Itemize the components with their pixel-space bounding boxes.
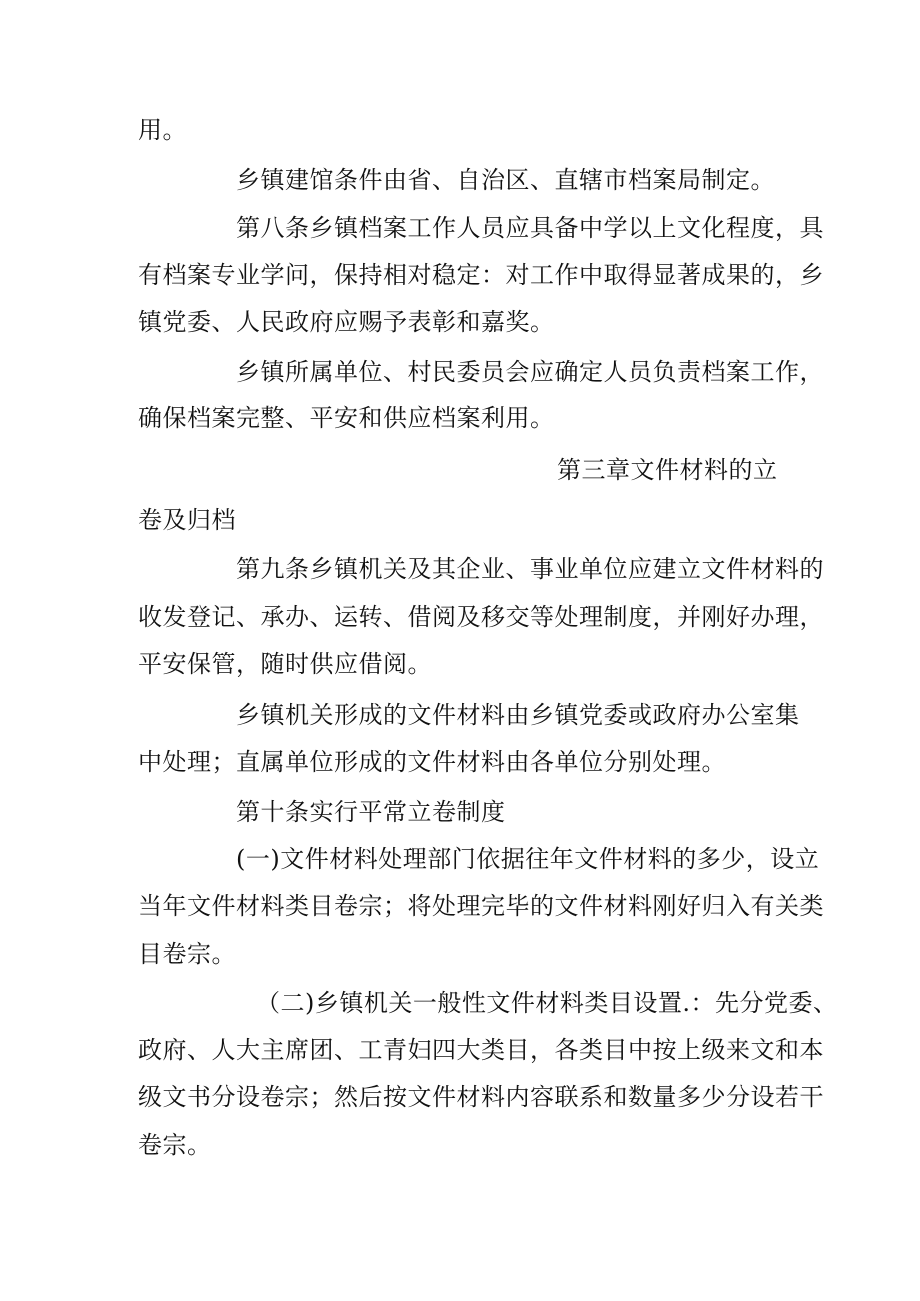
text-line: 目卷宗。	[138, 940, 236, 968]
text-line: 收发登记、承办、运转、借阅及移交等处理制度，并刚好办理，	[138, 603, 824, 631]
chapter-heading: 第三章文件材料的立	[557, 456, 778, 484]
text-line: （二)乡镇机关一般性文件材料类目设置.：先分党委、	[256, 989, 838, 1017]
text-line: 乡镇建馆条件由省、自治区、直辖市档案局制定。	[236, 166, 775, 194]
text-line: 确保档案完整、平安和供应档案利用。	[138, 404, 555, 432]
text-line: 级文书分设卷宗；然后按文件材料内容联系和数量多少分设若干	[138, 1083, 824, 1111]
text-line: 平安保管，随时供应借阅。	[138, 650, 432, 678]
text-line: 政府、人大主席团、工青妇四大类目，各类目中按上级来文和本	[138, 1036, 824, 1064]
text-line: 中处理；直属单位形成的文件材料由各单位分别处理。	[138, 748, 726, 776]
chapter-heading-continued: 卷及归档	[138, 506, 236, 534]
text-line: 乡镇所属单位、村民委员会应确定人员负责档案工作，	[236, 358, 824, 386]
text-line: 卷宗。	[138, 1131, 212, 1159]
text-line: 乡镇机关形成的文件材料由乡镇党委或政府办公室集	[236, 701, 800, 729]
text-line: 当年文件材料类目卷宗；将处理完毕的文件材料刚好归入有关类	[138, 892, 824, 920]
text-line: (一)文件材料处理部门依据往年文件材料的多少，设立	[236, 845, 820, 873]
text-line: 第十条实行平常立卷制度	[236, 798, 506, 826]
text-line: 第八条乡镇档案工作人员应具备中学以上文化程度，具	[236, 214, 824, 242]
text-line: 第九条乡镇机关及其企业、事业单位应建立文件材料的	[236, 555, 824, 583]
text-line: 有档案专业学问，保持相对稳定：对工作中取得显著成果的，乡	[138, 261, 824, 289]
text-line: 用。	[138, 116, 187, 144]
text-line: 镇党委、人民政府应赐予表彰和嘉奖。	[138, 308, 555, 336]
